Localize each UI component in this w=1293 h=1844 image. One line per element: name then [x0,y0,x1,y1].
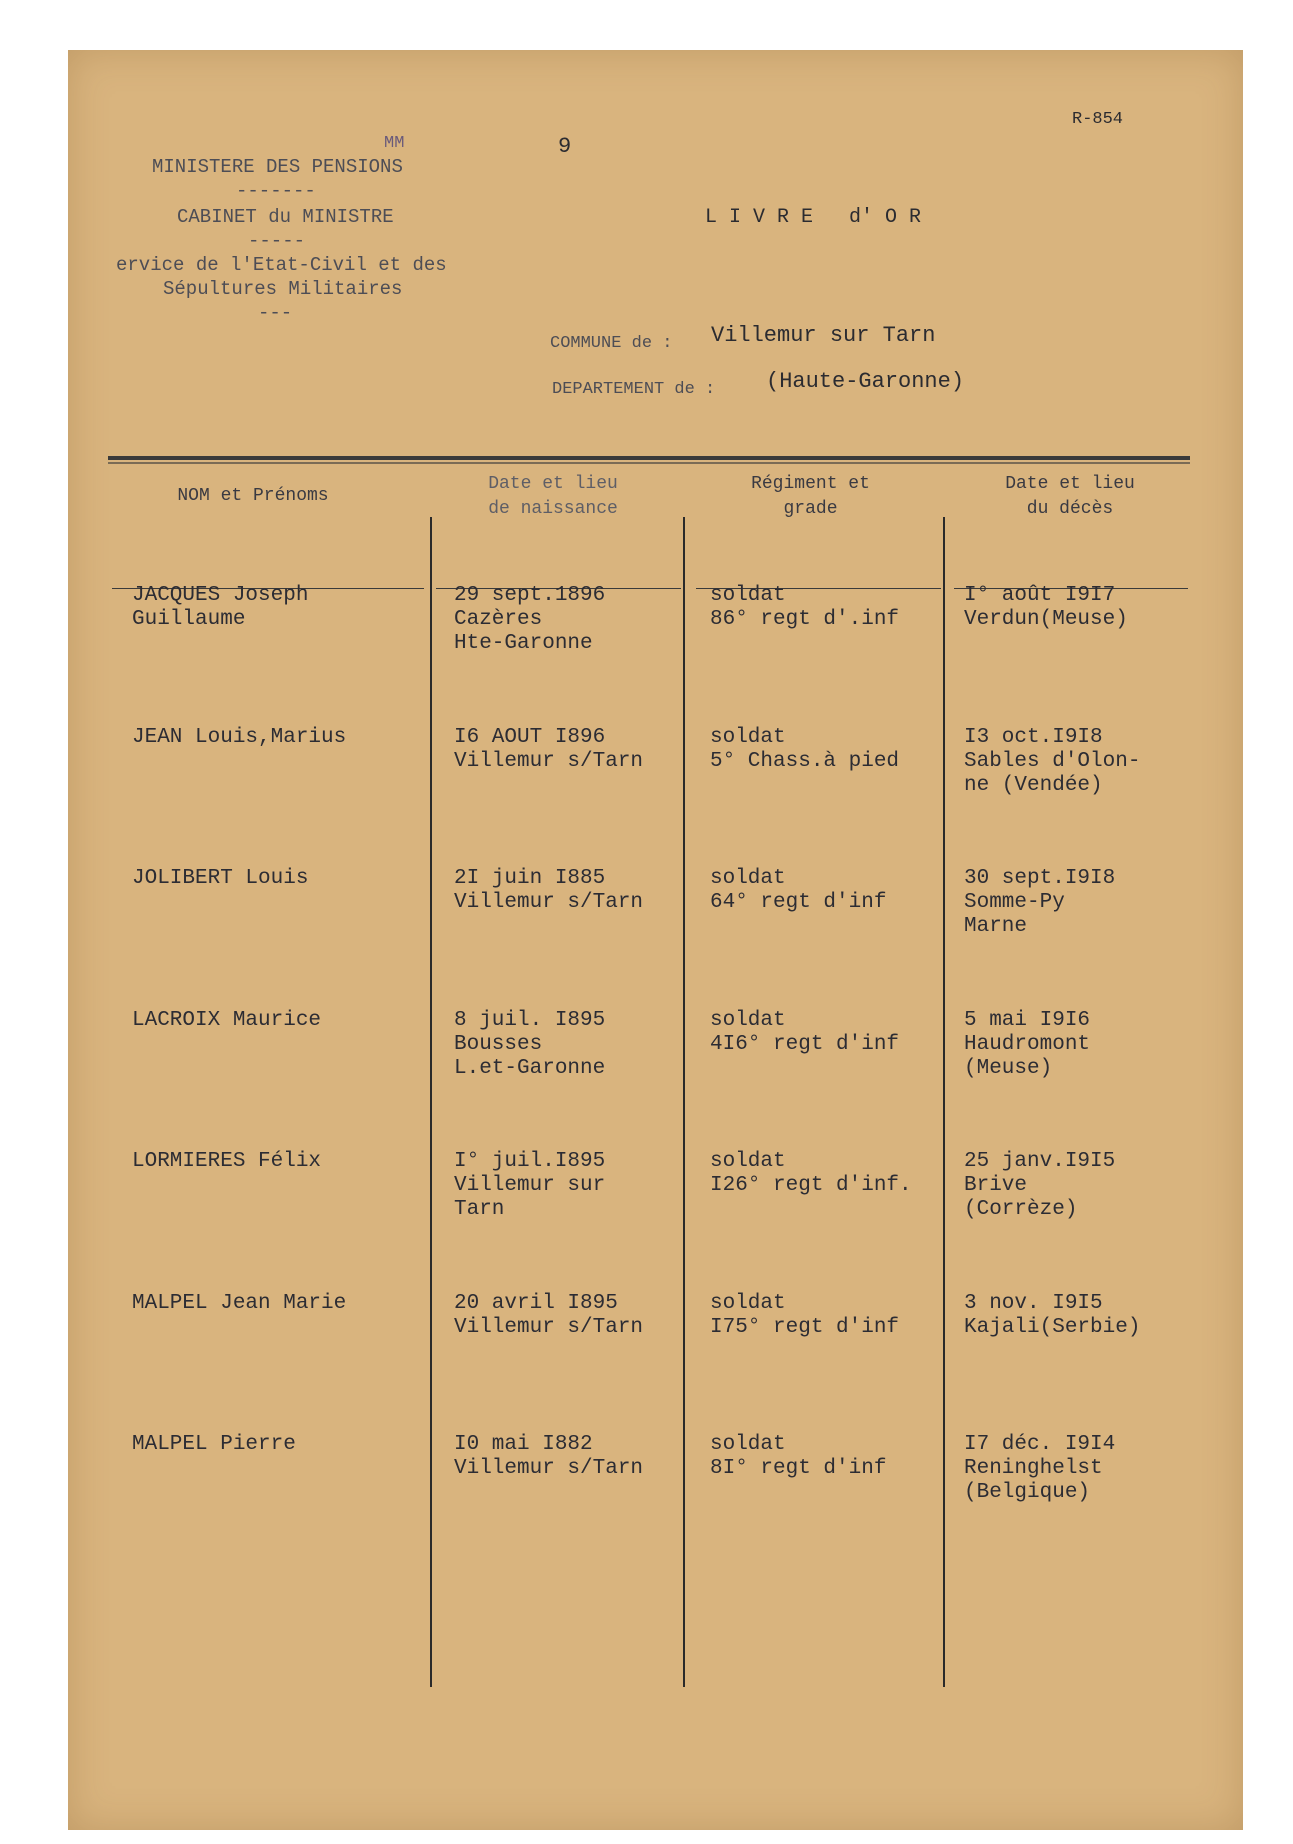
commune-label: COMMUNE de : [550,334,673,353]
cell-line: JOLIBERT Louis [132,867,309,890]
cell-line: Marne [964,915,1028,938]
column-divider [430,517,432,1687]
column-header-line: Date et lieu [1005,474,1135,494]
cell-birth [454,1150,605,1222]
cell-line: Bousses [454,1033,543,1056]
column-divider [683,517,685,1687]
cell-name [132,1433,296,1457]
separator: ----- [248,230,306,252]
service-name-line2: Sépultures Militaires [163,278,403,300]
cell-line: soldat [710,1009,786,1032]
cell-name [132,1009,321,1033]
cell-line: L.et-Garonne [454,1057,606,1080]
cell-line: 5° Chass.à pied [710,750,900,773]
cabinet-name: CABINET du MINISTRE [177,206,394,228]
cell-line: 8 juil. I895 [454,1009,606,1032]
cell-line: (Corrèze) [964,1198,1078,1221]
cell-death [964,1150,1115,1222]
cell-line: 25 janv.I9I5 [964,1150,1116,1173]
cell-line: Kajali(Serbie) [964,1316,1141,1339]
page-number: 9 [558,134,572,159]
cell-line: Hte-Garonne [454,632,593,655]
column-header-birth [433,472,673,522]
cell-line: 3 nov. I9I5 [964,1292,1103,1315]
cell-name [132,726,346,750]
commune-value: Villemur sur Tarn [711,323,936,348]
cell-death [964,1433,1115,1505]
cell-name [132,867,308,891]
cell-line: MALPEL Jean Marie [132,1292,347,1315]
cell-line: I° juil.I895 [454,1150,606,1173]
cell-line: soldat [710,867,786,890]
cell-regiment [710,726,899,774]
cell-regiment [710,1150,912,1198]
cell-line: Sables d'Olon- [964,750,1141,773]
cell-line: Villemur s/Tarn [454,750,644,773]
cell-line: Haudromont [964,1033,1091,1056]
column-header-line: du décès [1026,499,1114,519]
cell-line: Somme-Py [964,891,1065,914]
cell-line: LORMIERES Félix [132,1150,322,1173]
document-title: L I V R E d' O R [705,206,922,229]
header-rule [108,462,1190,464]
header-rule [108,456,1190,460]
cell-line: (Meuse) [964,1057,1053,1080]
cell-line: 20 avril I895 [454,1292,618,1315]
cell-line: Guillaume [132,608,246,631]
cell-line: Villemur s/Tarn [454,891,644,914]
cell-birth [454,1009,605,1081]
cell-line: LACROIX Maurice [132,1009,322,1032]
initials: MM [384,134,405,153]
cell-line: 30 sept.I9I8 [964,867,1116,890]
cell-line: soldat [710,1433,786,1456]
cell-line: Villemur s/Tarn [454,1457,644,1480]
cell-line: 4I6° regt d'inf [710,1033,900,1056]
cell-death [964,867,1115,939]
cell-line: JACQUES Joseph [132,584,309,607]
cell-line: 2I juin I885 [454,867,606,890]
cell-line: I0 mai I882 [454,1433,593,1456]
cell-line: I75° regt d'inf [710,1316,900,1339]
cell-birth [454,867,643,915]
cell-line: 64° regt d'inf [710,891,887,914]
cell-line: I7 déc. I9I4 [964,1433,1116,1456]
cell-line: 8I° regt d'inf [710,1457,887,1480]
cell-birth [454,584,605,656]
cell-line: soldat [710,726,786,749]
cell-name [132,1150,321,1174]
cell-line: 5 mai I9I6 [964,1009,1091,1032]
separator: --- [258,302,293,324]
cell-death [964,584,1128,632]
column-header-line: Régiment et [751,474,870,494]
cell-name [132,584,308,632]
service-name-line1: ervice de l'Etat-Civil et des [116,254,447,276]
cell-line: soldat [710,1150,786,1173]
column-header-name [108,484,398,509]
cell-birth [454,1292,643,1340]
cell-line: MALPEL Pierre [132,1433,296,1456]
cell-line: (Belgique) [964,1481,1091,1504]
cell-line: Reninghelst [964,1457,1103,1480]
column-divider [943,517,945,1687]
cell-line: ne (Vendée) [964,774,1103,797]
cell-death [964,726,1140,798]
cell-line: Verdun(Meuse) [964,608,1128,631]
cell-line: 86° regt d'.inf [710,608,900,631]
cell-birth [454,726,643,774]
column-header-line: Date et lieu [488,474,618,494]
cell-name [132,1292,346,1316]
cell-line: Brive [964,1174,1028,1197]
separator: ------- [236,180,316,202]
cell-line: 29 sept.1896 [454,584,606,607]
cell-birth [454,1433,643,1481]
document-page [68,50,1243,1830]
column-header-line: NOM et Prénoms [177,486,329,506]
cell-line: Villemur s/Tarn [454,1316,644,1339]
cell-line: I3 oct.I9I8 [964,726,1103,749]
cell-regiment [710,867,886,915]
cell-line: Cazères [454,608,543,631]
cell-regiment [710,1009,899,1057]
cell-regiment [710,1292,899,1340]
column-header-regiment [688,472,933,522]
cell-line: Villemur sur [454,1174,606,1197]
cell-death [964,1292,1140,1340]
reference-number: R-854 [1072,110,1124,129]
ministry-name: MINISTERE DES PENSIONS [152,156,403,178]
column-header-line: de naissance [488,499,618,519]
cell-regiment [710,1433,886,1481]
cell-line: I26° regt d'inf. [710,1174,912,1197]
cell-line: I6 AOUT I896 [454,726,606,749]
cell-line: Tarn [454,1198,505,1221]
cell-line: JEAN Louis,Marius [132,726,347,749]
column-header-death [950,472,1190,522]
cell-regiment [710,584,899,632]
column-header-line: grade [783,499,838,519]
cell-death [964,1009,1090,1081]
cell-line: I° août I9I7 [964,584,1116,607]
cell-line: soldat [710,584,786,607]
cell-line: soldat [710,1292,786,1315]
departement-value: (Haute-Garonne) [766,369,965,394]
departement-label: DEPARTEMENT de : [552,380,716,399]
